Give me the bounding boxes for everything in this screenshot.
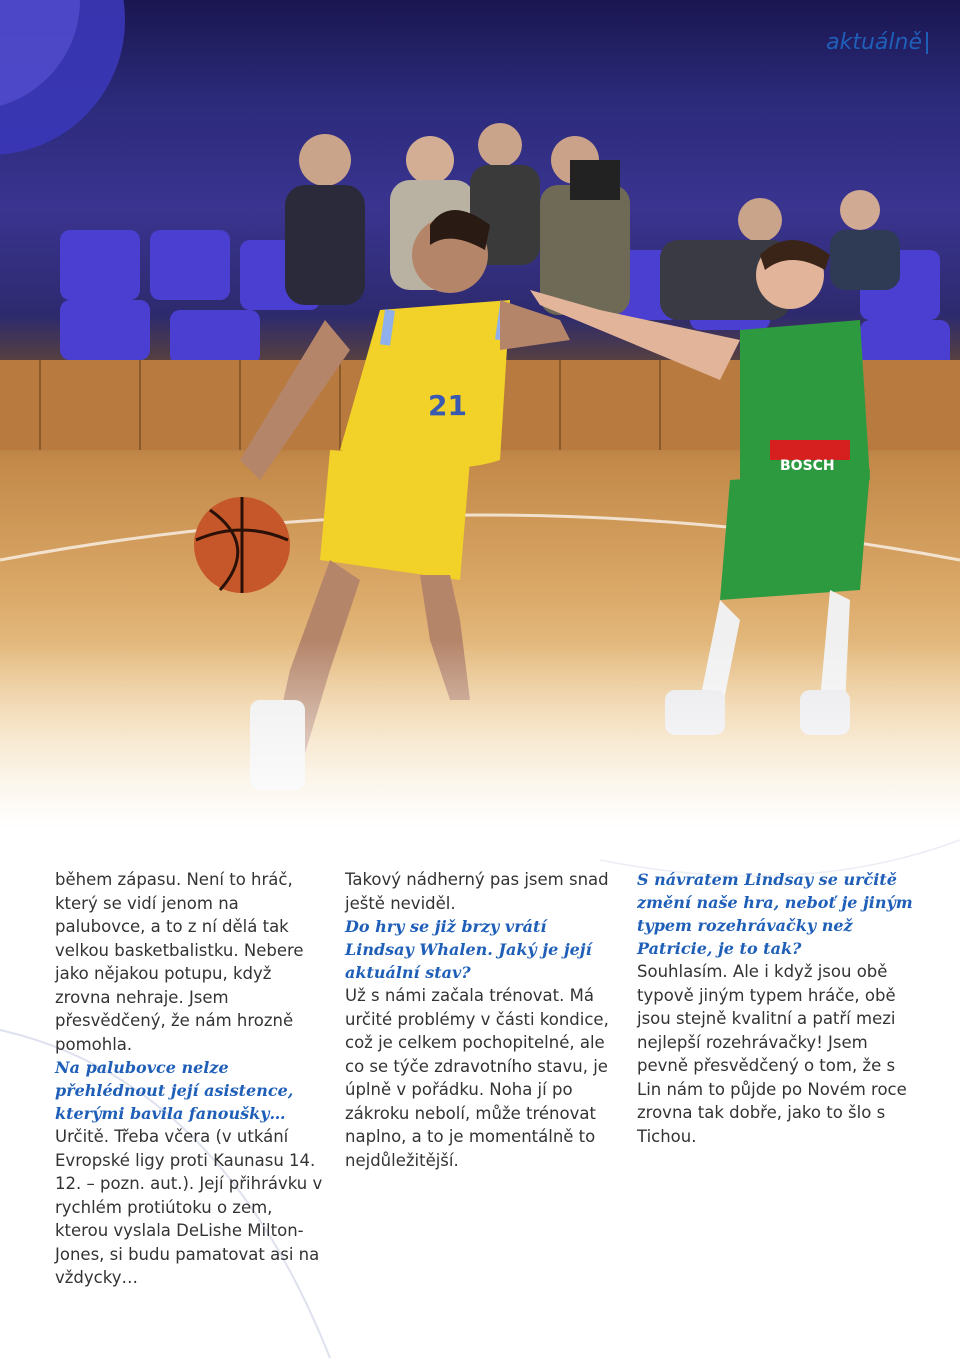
col3-answer: Souhlasím. Ale i když jsou obě typově jiným typem hráče, obě jsou stejně kvalitní a patří mezi nejlepší rozehrávačky! Jsem pevně přesvědčený o tom, že s Lin nám to půjde po Novém roce zrovna tak dobře, jako to šlo s Tichou. — [637, 962, 907, 1146]
col2-question: Do hry se již brzy vrátí Lindsay Whalen. Jaký je její aktuální stav? — [345, 917, 592, 982]
col1-paragraph: během zápasu. Není to hráč, který se vidí jenom na palubovce, a to z ní dělá tak velkou basketbalistku. Nebere jako nějakou potupu, když zrovna nehraje. Jsem přesvědčený, že nám hrozně pomohla. — [55, 870, 304, 1054]
col1-question: Na palubovce nelze přehlédnout její asistence, kterými bavila fanoušky… — [55, 1058, 294, 1123]
col3-question: S návratem Lindsay se určitě změní naše hra, neboť je jiným typem rozehrávačky než Patricie, je to tak? — [637, 870, 913, 958]
section-label: aktuálně — [826, 30, 922, 55]
col1-answer: Určitě. Třeba včera (v utkání Evropské ligy proti Kaunasu 14. 12. – pozn. aut.). Její přihrávku v rychlém protiútoku o zem, kterou vyslala DeLishe Milton-Jones, si budu pamatovat asi na vždycky… — [55, 1127, 323, 1287]
jersey-sponsor: BOSCH — [780, 458, 835, 474]
article-column-3 — [637, 868, 922, 1148]
article-column-2 — [345, 868, 615, 1172]
jersey-number: 21 — [428, 389, 467, 422]
article-column-1 — [55, 868, 327, 1290]
col2-paragraph: Takový nádherný pas jsem snad ještě neviděl. — [345, 870, 609, 913]
col2-answer: Už s námi začala trénovat. Má určité problémy v části kondice, což je celkem pochopitelné, ale co se týče zdravotního stavu, je úplně v pořádku. Noha jí po zákroku nebolí, může trénovat naplno, a to je momentálně to nejdůležitější. — [345, 986, 609, 1170]
